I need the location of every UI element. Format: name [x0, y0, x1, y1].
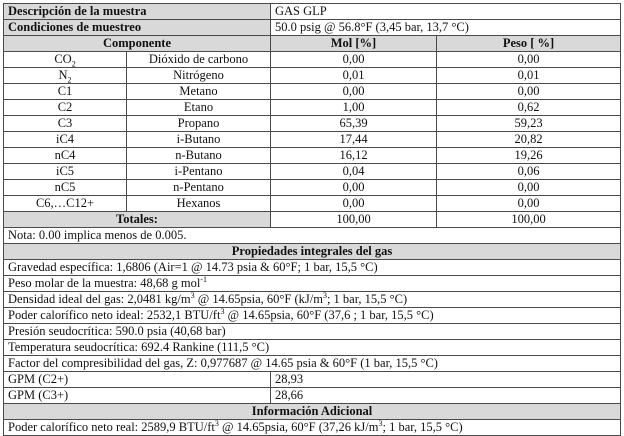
mol-value: 17,44	[271, 132, 437, 148]
component-formula: C3	[4, 116, 127, 132]
totals-mol: 100,00	[271, 212, 437, 228]
property-row	[4, 292, 621, 308]
peso-value: 20,82	[437, 132, 621, 148]
component-formula: nC5	[4, 180, 127, 196]
table-row	[4, 116, 621, 132]
table-row	[4, 132, 621, 148]
gpm-label: GPM (C3+)	[4, 388, 271, 404]
additional-row	[4, 420, 621, 436]
additional-header-row	[4, 404, 621, 420]
mol-value: 0,00	[271, 196, 437, 212]
gas-analysis-table	[3, 3, 621, 436]
property-row	[4, 308, 621, 324]
component-name: i-Pentano	[127, 164, 271, 180]
sample-description-label: Descripción de la muestra	[4, 4, 271, 20]
pseudocritical-temperature: Temperatura seudocrítica: 692.4 Rankine (111,5 °C)	[4, 340, 621, 356]
peso-value: 0,01	[437, 68, 621, 84]
pseudocritical-pressure: Presión seudocrítica: 590.0 psia (40,68 bar)	[4, 324, 621, 340]
property-row	[4, 356, 621, 372]
peso-value: 0,06	[437, 164, 621, 180]
component-header: Componente	[4, 36, 271, 52]
note-row	[4, 228, 621, 244]
gpm-label: GPM (C2+)	[4, 372, 271, 388]
peso-value: 0,00	[437, 196, 621, 212]
gas-analysis-report	[3, 3, 620, 436]
gpm-row	[4, 372, 621, 388]
component-name: n-Pentano	[127, 180, 271, 196]
mol-value: 0,04	[271, 164, 437, 180]
table-row	[4, 84, 621, 100]
property-row	[4, 276, 621, 292]
table-row	[4, 68, 621, 84]
properties-header-row	[4, 244, 621, 260]
peso-value: 0,00	[437, 52, 621, 68]
sampling-conditions-value: 50.0 psig @ 56.8°F (3,45 bar, 13,7 °C)	[271, 20, 621, 36]
properties-title: Propiedades integrales del gas	[4, 244, 621, 260]
compressibility-factor: Factor del compresibilidad del gas, Z: 0,977687 @ 14.65 psia & 60°F (1 bar, 15,5 °C)	[4, 356, 621, 372]
molar-weight: Peso molar de la muestra: 48,68 g mol$^{-1}$	[4, 276, 621, 292]
totals-label: Totales:	[4, 212, 271, 228]
peso-value: 19,26	[437, 148, 621, 164]
component-formula: $CO_2$	[4, 52, 127, 68]
table-row	[4, 180, 621, 196]
table-row	[4, 52, 621, 68]
component-formula: C1	[4, 84, 127, 100]
component-name: Etano	[127, 100, 271, 116]
peso-header: Peso [ %]	[437, 36, 621, 52]
specific-gravity: Gravedad específica: 1,6806 (Air=1 @ 14.73 psia & 60°F; 1 bar, 15,5 °C)	[4, 260, 621, 276]
mol-value: 0,00	[271, 52, 437, 68]
component-name: i-Butano	[127, 132, 271, 148]
table-row	[4, 164, 621, 180]
gpm-row	[4, 388, 621, 404]
sampling-conditions-row	[4, 20, 621, 36]
mol-value: 65,39	[271, 116, 437, 132]
mol-value: 1,00	[271, 100, 437, 116]
component-formula: $N_2$	[4, 68, 127, 84]
component-name: Metano	[127, 84, 271, 100]
ideal-density: Densidad ideal del gas: 2,0481 $kg/m^3$ @ 14.65psia, 60°F ($kJ/m^3$; 1 bar, 15,5 °C)	[4, 292, 621, 308]
component-name: Propano	[127, 116, 271, 132]
mol-value: 0,01	[271, 68, 437, 84]
component-formula: iC4	[4, 132, 127, 148]
component-formula: C6,…C12+	[4, 196, 127, 212]
totals-peso: 100,00	[437, 212, 621, 228]
peso-value: 0,00	[437, 180, 621, 196]
mol-header: Mol [%]	[271, 36, 437, 52]
composition-header-row	[4, 36, 621, 52]
component-formula: iC5	[4, 164, 127, 180]
component-name: Dióxido de carbono	[127, 52, 271, 68]
gpm-value: 28,93	[271, 372, 621, 388]
peso-value: 59,23	[437, 116, 621, 132]
component-formula: C2	[4, 100, 127, 116]
property-row	[4, 340, 621, 356]
mol-value: 16,12	[271, 148, 437, 164]
peso-value: 0,00	[437, 84, 621, 100]
table-row	[4, 148, 621, 164]
note-text: Nota: 0.00 implica menos de 0.005.	[4, 228, 621, 244]
component-name: n-Butano	[127, 148, 271, 164]
mol-value: 0,00	[271, 180, 437, 196]
mol-value: 0,00	[271, 84, 437, 100]
component-name: Hexanos	[127, 196, 271, 212]
net-heating-value-real: Poder calorífico neto real: 2589,9 BTU/$ft^3$ @ 14.65psia, 60°F (37,26 $kJ/m^3$; 1 bar, 15,5 °C)	[4, 420, 621, 436]
component-name: Nitrógeno	[127, 68, 271, 84]
property-row	[4, 324, 621, 340]
sampling-conditions-label: Condiciones de muestreo	[4, 20, 271, 36]
table-row	[4, 196, 621, 212]
property-row	[4, 260, 621, 276]
sample-description-value: GAS GLP	[271, 4, 621, 20]
totals-row	[4, 212, 621, 228]
sample-description-row	[4, 4, 621, 20]
net-heating-value-ideal: Poder calorífico neto ideal: 2532,1 BTU/$ft^3$ @ 14.65psia, 60°F (37,6 ; 1 bar, 15,5 °C)	[4, 308, 621, 324]
component-formula: nC4	[4, 148, 127, 164]
table-row	[4, 100, 621, 116]
gpm-value: 28,66	[271, 388, 621, 404]
additional-title: Información Adicional	[4, 404, 621, 420]
peso-value: 0,62	[437, 100, 621, 116]
